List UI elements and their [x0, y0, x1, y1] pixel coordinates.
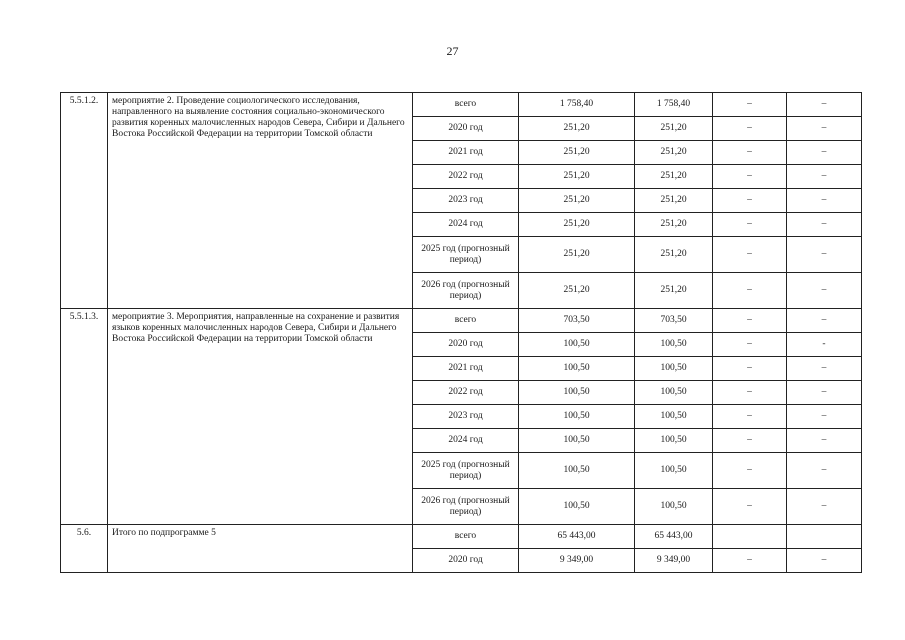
federal-budget-cell: –	[713, 309, 787, 333]
other-sources-cell: –	[787, 213, 862, 237]
regional-budget-cell: 703,50	[635, 309, 713, 333]
regional-budget-cell: 100,50	[635, 453, 713, 489]
other-sources-cell: –	[787, 381, 862, 405]
other-sources-cell: –	[787, 309, 862, 333]
federal-budget-cell: –	[713, 165, 787, 189]
regional-budget-cell: 251,20	[635, 117, 713, 141]
total-cell: 65 443,00	[519, 525, 635, 549]
other-sources-cell: –	[787, 141, 862, 165]
period-cell: 2024 год	[413, 213, 519, 237]
federal-budget-cell: –	[713, 213, 787, 237]
federal-budget-cell: –	[713, 549, 787, 573]
federal-budget-cell: –	[713, 237, 787, 273]
total-cell: 100,50	[519, 405, 635, 429]
table-row	[61, 309, 862, 333]
period-cell: 2025 год (прогнозный период)	[413, 453, 519, 489]
table-row	[61, 93, 862, 117]
total-cell: 251,20	[519, 213, 635, 237]
total-cell: 1 758,40	[519, 93, 635, 117]
other-sources-cell: –	[787, 93, 862, 117]
other-sources-cell: –	[787, 453, 862, 489]
federal-budget-cell: –	[713, 273, 787, 309]
period-cell: всего	[413, 309, 519, 333]
period-cell: 2024 год	[413, 429, 519, 453]
regional-budget-cell: 100,50	[635, 357, 713, 381]
total-cell: 100,50	[519, 357, 635, 381]
regional-budget-cell: 65 443,00	[635, 525, 713, 549]
federal-budget-cell: –	[713, 189, 787, 213]
other-sources-cell: –	[787, 165, 862, 189]
item-code: 5.5.1.3.	[61, 309, 108, 525]
other-sources-cell: –	[787, 237, 862, 273]
period-cell: 2020 год	[413, 117, 519, 141]
period-cell: 2020 год	[413, 333, 519, 357]
regional-budget-cell: 251,20	[635, 273, 713, 309]
page-number: 27	[446, 44, 459, 58]
federal-budget-cell: –	[713, 453, 787, 489]
regional-budget-cell: 1 758,40	[635, 93, 713, 117]
regional-budget-cell: 251,20	[635, 189, 713, 213]
federal-budget-cell: –	[713, 333, 787, 357]
other-sources-cell: -	[787, 333, 862, 357]
other-sources-cell: –	[787, 117, 862, 141]
regional-budget-cell: 251,20	[635, 213, 713, 237]
total-cell: 100,50	[519, 429, 635, 453]
other-sources-cell: –	[787, 357, 862, 381]
total-cell: 100,50	[519, 333, 635, 357]
total-cell: 251,20	[519, 189, 635, 213]
total-cell: 251,20	[519, 141, 635, 165]
regional-budget-cell: 100,50	[635, 405, 713, 429]
federal-budget-cell: –	[713, 381, 787, 405]
total-cell: 100,50	[519, 489, 635, 525]
item-code: 5.6.	[61, 525, 108, 573]
period-cell: 2026 год (прогнозный период)	[413, 489, 519, 525]
other-sources-cell: –	[787, 549, 862, 573]
total-cell: 251,20	[519, 117, 635, 141]
other-sources-cell: –	[787, 429, 862, 453]
period-cell: 2023 год	[413, 405, 519, 429]
total-cell: 251,20	[519, 165, 635, 189]
regional-budget-cell: 100,50	[635, 489, 713, 525]
period-cell: 2022 год	[413, 381, 519, 405]
regional-budget-cell: 100,50	[635, 381, 713, 405]
other-sources-cell: –	[787, 405, 862, 429]
period-cell: 2021 год	[413, 357, 519, 381]
regional-budget-cell: 251,20	[635, 165, 713, 189]
total-cell: 251,20	[519, 273, 635, 309]
item-description: мероприятие 2. Проведение социологического исследования, направленного на выявление состояния социально-экономического развития коренных малочисленных народов Севера, Сибири и Дальнего Востока Российской Федерации на территории Томской области	[108, 93, 413, 309]
total-cell: 100,50	[519, 381, 635, 405]
total-cell: 9 349,00	[519, 549, 635, 573]
period-cell: 2020 год	[413, 549, 519, 573]
period-cell: 2023 год	[413, 189, 519, 213]
federal-budget-cell: –	[713, 429, 787, 453]
federal-budget-cell: –	[713, 489, 787, 525]
regional-budget-cell: 251,20	[635, 141, 713, 165]
period-cell: всего	[413, 525, 519, 549]
item-description: мероприятие 3. Мероприятия, направленные на сохранение и развития языков коренных малочисленных народов Севера, Сибири и Дальнего Востока Российской Федерации на территории Томской области	[108, 309, 413, 525]
federal-budget-cell: –	[713, 405, 787, 429]
regional-budget-cell: 100,50	[635, 429, 713, 453]
total-cell: 100,50	[519, 453, 635, 489]
item-description: Итого по подпрограмме 5	[108, 525, 413, 573]
regional-budget-cell: 100,50	[635, 333, 713, 357]
regional-budget-cell: 251,20	[635, 237, 713, 273]
period-cell: 2026 год (прогнозный период)	[413, 273, 519, 309]
other-sources-cell: –	[787, 189, 862, 213]
federal-budget-cell: –	[713, 93, 787, 117]
period-cell: всего	[413, 93, 519, 117]
table-row	[61, 525, 862, 549]
other-sources-cell	[787, 525, 862, 549]
federal-budget-cell	[713, 525, 787, 549]
total-cell: 703,50	[519, 309, 635, 333]
other-sources-cell: –	[787, 273, 862, 309]
federal-budget-cell: –	[713, 357, 787, 381]
period-cell: 2025 год (прогнозный период)	[413, 237, 519, 273]
total-cell: 251,20	[519, 237, 635, 273]
federal-budget-cell: –	[713, 141, 787, 165]
item-code: 5.5.1.2.	[61, 93, 108, 309]
budget-table	[60, 92, 862, 573]
federal-budget-cell: –	[713, 117, 787, 141]
period-cell: 2021 год	[413, 141, 519, 165]
other-sources-cell: –	[787, 489, 862, 525]
regional-budget-cell: 9 349,00	[635, 549, 713, 573]
period-cell: 2022 год	[413, 165, 519, 189]
